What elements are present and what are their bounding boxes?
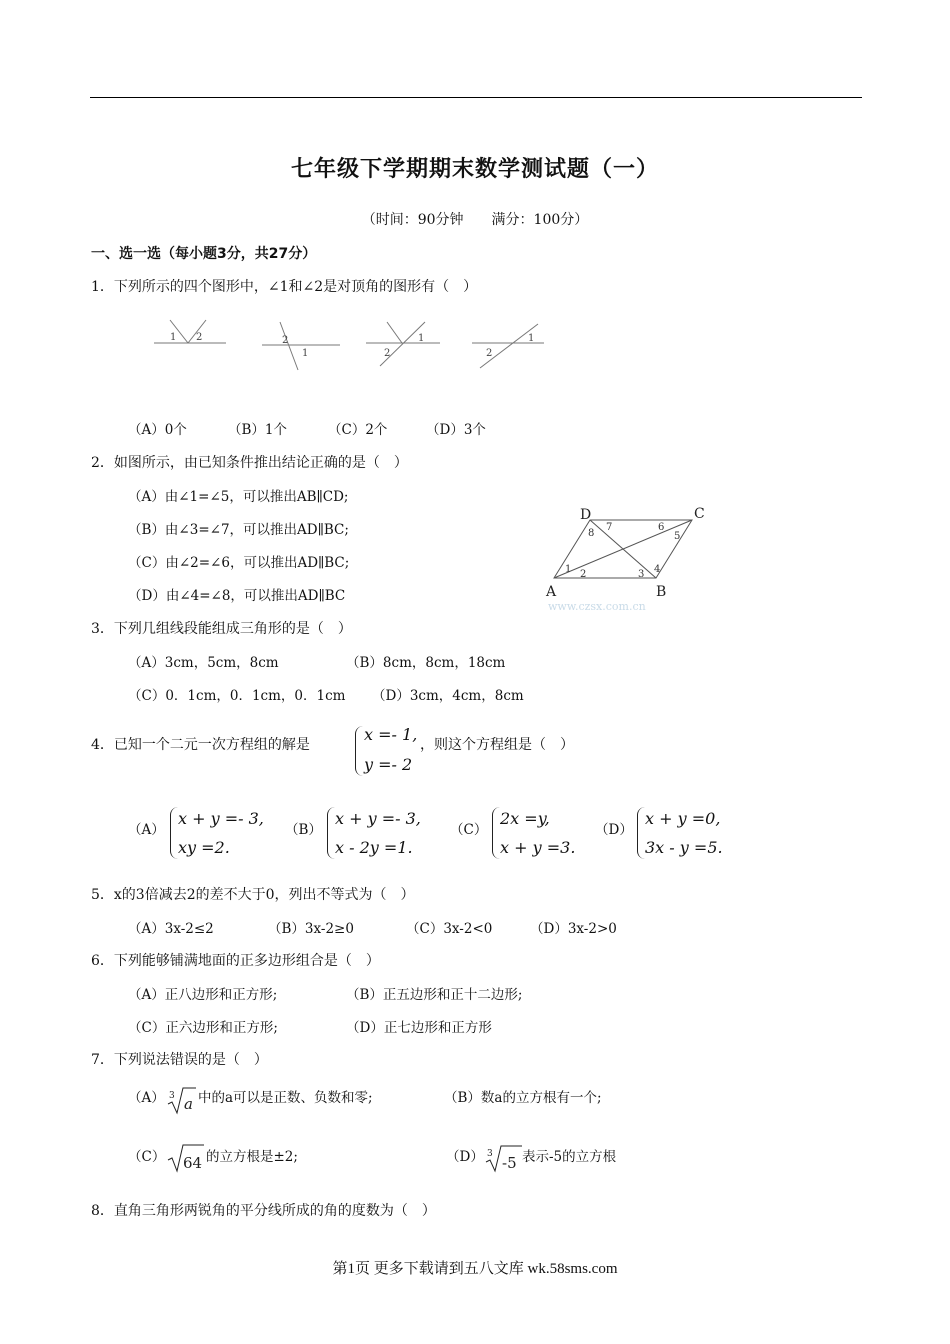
question-2-option-d[interactable]: （D）由∠4=∠8，可以推出AD∥BC bbox=[128, 588, 346, 604]
angle-label: 1 bbox=[302, 348, 309, 359]
cube-root-neg5-radical bbox=[484, 1140, 524, 1174]
question-1-option-a[interactable]: （A）0个 bbox=[128, 422, 187, 438]
svg-text:-5: -5 bbox=[502, 1154, 517, 1172]
question-7-option-b[interactable]: （B）数a的立方根有一个; bbox=[444, 1090, 602, 1106]
angle-label: 1 bbox=[418, 333, 425, 344]
system-d-line-2: 3x - y =5. bbox=[645, 838, 723, 857]
angle-label-2: 2 bbox=[580, 569, 587, 580]
page-footer: 第1页 更多下载请到五八文库 wk.58sms.com bbox=[332, 1261, 618, 1277]
page-title: 七年级下学期期末数学测试题（一） bbox=[290, 157, 659, 182]
angle-label: 2 bbox=[282, 335, 289, 346]
question-5-option-d[interactable]: （D）3x-2>0 bbox=[530, 921, 617, 937]
question-1-option-b[interactable]: （B）1个 bbox=[228, 422, 288, 438]
question-3-option-b[interactable]: （B）8cm，8cm，18cm bbox=[346, 655, 506, 671]
question-4-option-d[interactable]: （D） bbox=[595, 822, 633, 838]
question-1-stem: 1．下列所示的四个图形中，∠1和∠2是对顶角的图形有（ ） bbox=[91, 279, 478, 295]
question-5-option-c[interactable]: （C）3x-2<0 bbox=[406, 921, 493, 937]
system-a-line-2: xy =2. bbox=[178, 838, 230, 857]
question-1-option-d[interactable]: （D）3个 bbox=[426, 422, 486, 438]
question-6-option-c[interactable]: （C）正六边形和正方形; bbox=[128, 1020, 278, 1036]
angle-label-5: 5 bbox=[674, 531, 681, 542]
question-3-option-d[interactable]: （D）3cm，4cm，8cm bbox=[372, 688, 524, 704]
figure-watermark: www.czsx.com.cn bbox=[548, 600, 646, 613]
question-6-option-a[interactable]: （A）正八边形和正方形; bbox=[128, 987, 278, 1003]
figure-1b bbox=[262, 322, 340, 370]
vertex-label-c: C bbox=[694, 506, 705, 522]
angle-label-3: 3 bbox=[638, 569, 645, 580]
question-6-option-b[interactable]: （B）正五边形和正十二边形; bbox=[346, 987, 523, 1003]
vertex-label-b: B bbox=[656, 584, 667, 600]
exam-info: （时间：90分钟 满分：100分） bbox=[361, 212, 589, 228]
vertex-label-d: D bbox=[580, 507, 592, 523]
question-7-option-c-text: 的立方根是±2; bbox=[206, 1149, 298, 1165]
question-2-stem: 2．如图所示，由已知条件推出结论正确的是（ ） bbox=[91, 455, 408, 471]
vertex-label-a: A bbox=[546, 584, 557, 600]
angle-label: 2 bbox=[384, 348, 391, 359]
figure-1c bbox=[366, 322, 440, 366]
question-7-stem: 7．下列说法错误的是（ ） bbox=[91, 1052, 268, 1068]
angle-label-1: 1 bbox=[565, 564, 572, 575]
question-2-option-b[interactable]: （B）由∠3=∠7，可以推出AD∥BC; bbox=[128, 522, 349, 538]
system-a-line-1: x + y =- 3, bbox=[178, 809, 264, 828]
question-7-option-d[interactable]: （D） bbox=[446, 1149, 484, 1165]
angle-label: 2 bbox=[196, 332, 203, 343]
question-7-option-a[interactable]: （A） bbox=[128, 1090, 165, 1106]
system-c-line-1: 2x =y, bbox=[500, 809, 550, 828]
question-2-option-c[interactable]: （C）由∠2=∠6，可以推出AD∥BC; bbox=[128, 555, 350, 571]
header-rule bbox=[90, 97, 862, 98]
solution-line-2: y =- 2 bbox=[364, 755, 413, 774]
question-7-option-d-text: 表示-5的立方根 bbox=[522, 1149, 617, 1165]
svg-text:a: a bbox=[184, 1095, 193, 1113]
system-b-line-1: x + y =- 3, bbox=[335, 809, 421, 828]
section-heading: 一、选一选（每小题3分，共27分） bbox=[91, 246, 317, 262]
question-8-stem: 8．直角三角形两锐角的平分线所成的角的度数为（ ） bbox=[91, 1203, 436, 1219]
question-4-stem: 4．已知一个二元一次方程组的解是 bbox=[91, 737, 310, 753]
angle-label-4: 4 bbox=[654, 564, 661, 575]
solution-brace bbox=[355, 726, 364, 776]
solution-line-1: x =- 1, bbox=[364, 725, 418, 744]
question-4-option-b[interactable]: （B） bbox=[285, 822, 322, 838]
question-2-option-a[interactable]: （A）由∠1=∠5，可以推出AB∥CD; bbox=[128, 489, 349, 505]
svg-text:3: 3 bbox=[169, 1091, 175, 1101]
question-4-stem-end: ，则这个方程组是（ ） bbox=[420, 737, 574, 753]
question-5-option-a[interactable]: （A）3x-2≤2 bbox=[128, 921, 214, 937]
cube-root-a-radical bbox=[166, 1082, 198, 1116]
angle-label: 2 bbox=[486, 348, 493, 359]
question-1-option-c[interactable]: （C）2个 bbox=[328, 422, 388, 438]
figure-1d bbox=[472, 324, 544, 368]
question-7-option-c[interactable]: （C） bbox=[128, 1149, 166, 1165]
figure-1a bbox=[154, 320, 226, 343]
square-root-64-radical bbox=[166, 1140, 206, 1174]
question-3-stem: 3．下列几组线段能组成三角形的是（ ） bbox=[91, 621, 352, 637]
svg-text:64: 64 bbox=[183, 1154, 203, 1172]
angle-label: 1 bbox=[170, 332, 177, 343]
question-4-option-a[interactable]: （A） bbox=[128, 822, 165, 838]
question-3-option-c[interactable]: （C）0．1cm，0．1cm，0．1cm bbox=[128, 688, 346, 704]
question-4-option-c[interactable]: （C） bbox=[450, 822, 488, 838]
question-3-option-a[interactable]: （A）3cm，5cm，8cm bbox=[128, 655, 279, 671]
system-d-line-1: x + y =0, bbox=[645, 809, 721, 828]
system-b-line-2: x - 2y =1. bbox=[335, 838, 413, 857]
question-6-stem: 6．下列能够铺满地面的正多边形组合是（ ） bbox=[91, 953, 380, 969]
angle-label-8: 8 bbox=[588, 528, 595, 539]
question-5-stem: 5．x的3倍减去2的差不大于0，列出不等式为（ ） bbox=[91, 887, 415, 903]
question-5-option-b[interactable]: （B）3x-2≥0 bbox=[268, 921, 354, 937]
question-7-option-a-text: 中的a可以是正数、负数和零; bbox=[198, 1090, 373, 1106]
angle-label: 1 bbox=[528, 333, 535, 344]
angle-label-6: 6 bbox=[658, 522, 665, 533]
system-c-line-2: x + y =3. bbox=[500, 838, 576, 857]
angle-label-7: 7 bbox=[606, 522, 613, 533]
question-6-option-d[interactable]: （D）正七边形和正方形 bbox=[346, 1020, 492, 1036]
question-1-figures bbox=[140, 310, 560, 380]
question-2-parallelogram-figure bbox=[540, 500, 710, 615]
svg-text:3: 3 bbox=[487, 1149, 493, 1159]
